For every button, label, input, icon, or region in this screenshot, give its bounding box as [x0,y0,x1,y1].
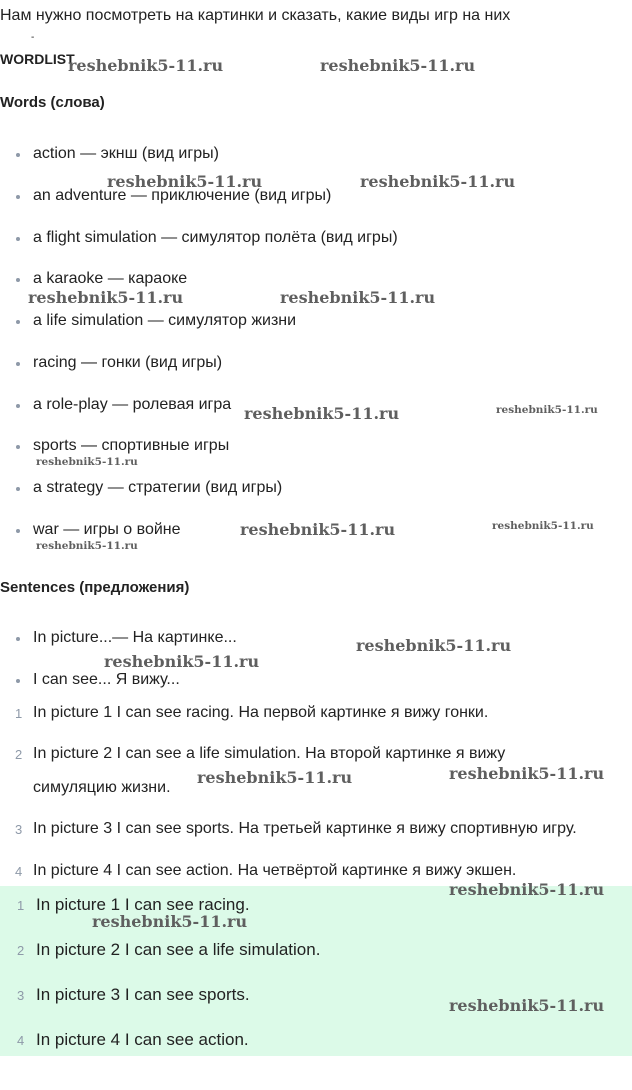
answer-item: In picture 4 I can see action. [36,1030,249,1049]
list-item-continuation: симуляцию жизни. [33,779,171,796]
item-number: 2 [15,747,23,762]
item-number: 2 [17,943,25,958]
sentences-heading: Sentences (предложения) [0,579,190,596]
list-item: In picture 4 I can see action. На четвёртой картинке я вижу экшен. [33,862,517,879]
list-item: sports — спортивные игры [33,437,230,454]
answer-item: In picture 1 I can see racing. [36,895,250,914]
watermark: reshebnik5-11.ru [240,520,396,539]
list-item: In picture 1 I can see racing. На первой картинке я вижу гонки. [33,704,489,721]
list-item: In picture 2 I can see a life simulation. На второй картинке я вижу [33,745,506,762]
watermark: reshebnik5-11.ru [449,880,605,899]
watermark: reshebnik5-11.ru [28,288,184,307]
list-item: action — экнш (вид игры) [33,145,219,162]
stray-mark: - [31,32,35,43]
list-item: I can see... Я вижу... [33,671,180,688]
watermark: reshebnik5-11.ru [320,56,476,75]
list-item: a life simulation — симулятор жизни [33,312,297,329]
watermark: reshebnik5-11.ru [197,768,353,787]
list-item: racing — гонки (вид игры) [33,354,223,371]
intro-text: Нам нужно посмотреть на картинки и сказать, какие виды игр на них [0,7,511,24]
list-item: an adventure — приключение (вид игры) [33,187,332,204]
answer-item: In picture 3 I can see sports. [36,985,250,1004]
watermark: reshebnik5-11.ru [492,520,594,532]
item-number: 1 [17,898,25,913]
list-item: a karaoke — караоке [33,270,188,287]
watermark: reshebnik5-11.ru [496,404,598,416]
watermark: reshebnik5-11.ru [360,172,516,191]
watermark: reshebnik5-11.ru [104,652,260,671]
item-number: 4 [17,1033,25,1048]
watermark: reshebnik5-11.ru [280,288,436,307]
watermark: reshebnik5-11.ru [356,636,512,655]
watermark: reshebnik5-11.ru [36,456,138,468]
watermark: reshebnik5-11.ru [36,540,138,552]
words-heading: Words (слова) [0,94,105,111]
list-item: a strategy — стратегии (вид игры) [33,479,283,496]
list-item: In picture 3 I can see sports. На третьей картинке я вижу спортивную игру. [33,820,577,837]
list-item: In picture...— На картинке... [33,629,237,646]
watermark: reshebnik5-11.ru [68,56,224,75]
list-item: a flight simulation — симулятор полёта (вид игры) [33,229,398,246]
item-number: 4 [15,864,23,879]
item-number: 3 [15,822,23,837]
watermark: reshebnik5-11.ru [449,764,605,783]
item-number: 3 [17,988,25,1003]
list-item: war — игры о войне [33,521,181,538]
watermark: reshebnik5-11.ru [107,172,263,191]
watermark: reshebnik5-11.ru [449,996,605,1015]
answer-item: In picture 2 I can see a life simulation. [36,940,321,959]
watermark: reshebnik5-11.ru [92,912,248,931]
list-item: a role-play — ролевая игра [33,396,232,413]
item-number: 1 [15,706,23,721]
wordlist-title: WORDLIST [0,51,75,67]
watermark: reshebnik5-11.ru [244,404,400,423]
